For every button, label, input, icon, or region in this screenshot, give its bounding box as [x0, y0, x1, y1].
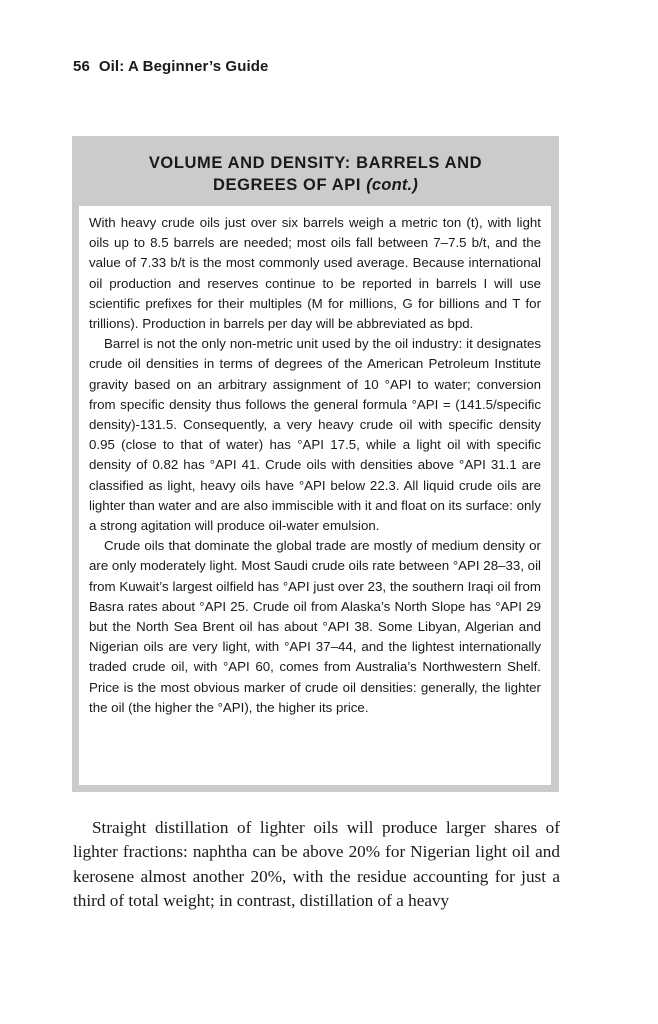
sidebar-box [72, 136, 559, 792]
sidebar-title-main: DEGREES OF API [212, 176, 362, 194]
sidebar-paragraph-2: Barrel is not the only non-metric unit used by the oil industry: it designates crude oil densities in terms of degrees of the American Petroleum Institute gravity based on an arbitrary assignment of 10 °API to water; conversion from specific density thus follows the general formula °API = (141.5/specific density)-131.5. Consequently, a very heavy crude oil with specific density 0.95 (close to that of water) has °API 17.5, while a light oil with specific density of 0.82 has °API 41. Crude oils with densities above °API 31.1 are classified as light, heavy oils have °API below 22.3. All liquid crude oils are lighter than water and are also immiscible with it and float on its surface: only a strong agitation will produce oil-water emulsion. [89, 336, 541, 534]
sidebar-title [72, 152, 559, 196]
main-text [73, 816, 560, 913]
page-number: 56 [73, 58, 90, 75]
sidebar-title-line-1: VOLUME AND DENSITY: BARRELS AND [148, 154, 483, 172]
sidebar-title-cont: (cont.) [366, 176, 419, 194]
sidebar-paragraph-1: With heavy crude oils just over six barrels weigh a metric ton (t), with light oils up to 8.5 barrels are needed; most oils fall between 7–7.5 b/t, and the value of 7.33 b/t is the most commonly used average. Because international oil production and reserves continue to be reported in barrels I will use scientific prefixes for their multiples (M for millions, G for billions and T for trillions). Production in barrels per day will be abbreviated as bpd. [89, 215, 541, 332]
body-paragraph: Straight distillation of lighter oils will produce larger shares of lighter fractions: naphtha can be above 20% for Nigerian light oil and kerosene almost another 20%, with the residue accounting for just a third of total weight; in contrast, distillation of a heavy [73, 818, 560, 910]
sidebar-body [79, 206, 551, 785]
sidebar-paragraph-3: Crude oils that dominate the global trade are mostly of medium density or are only moderately light. Most Saudi crude oils rate between °API 28–33, oil from Kuwait’s largest oilfield has °API just over 23, the southern Iraqi oil from Basra rates about °API 25. Crude oil from Alaska’s North Slope has °API 29 but the North Sea Brent oil has about °API 38. Some Libyan, Algerian and Nigerian oils are very light, with °API 37–44, and the lightest internationally traded crude oil, with °API 60, comes from Australia’s Northwestern Shelf. Price is the most obvious marker of crude oil densities: generally, the lighter the oil (the higher the °API), the higher its price. [89, 538, 541, 715]
sidebar-title-line-2 [72, 174, 559, 196]
book-title: Oil: A Beginner’s Guide [98, 58, 269, 75]
running-head [73, 58, 268, 75]
